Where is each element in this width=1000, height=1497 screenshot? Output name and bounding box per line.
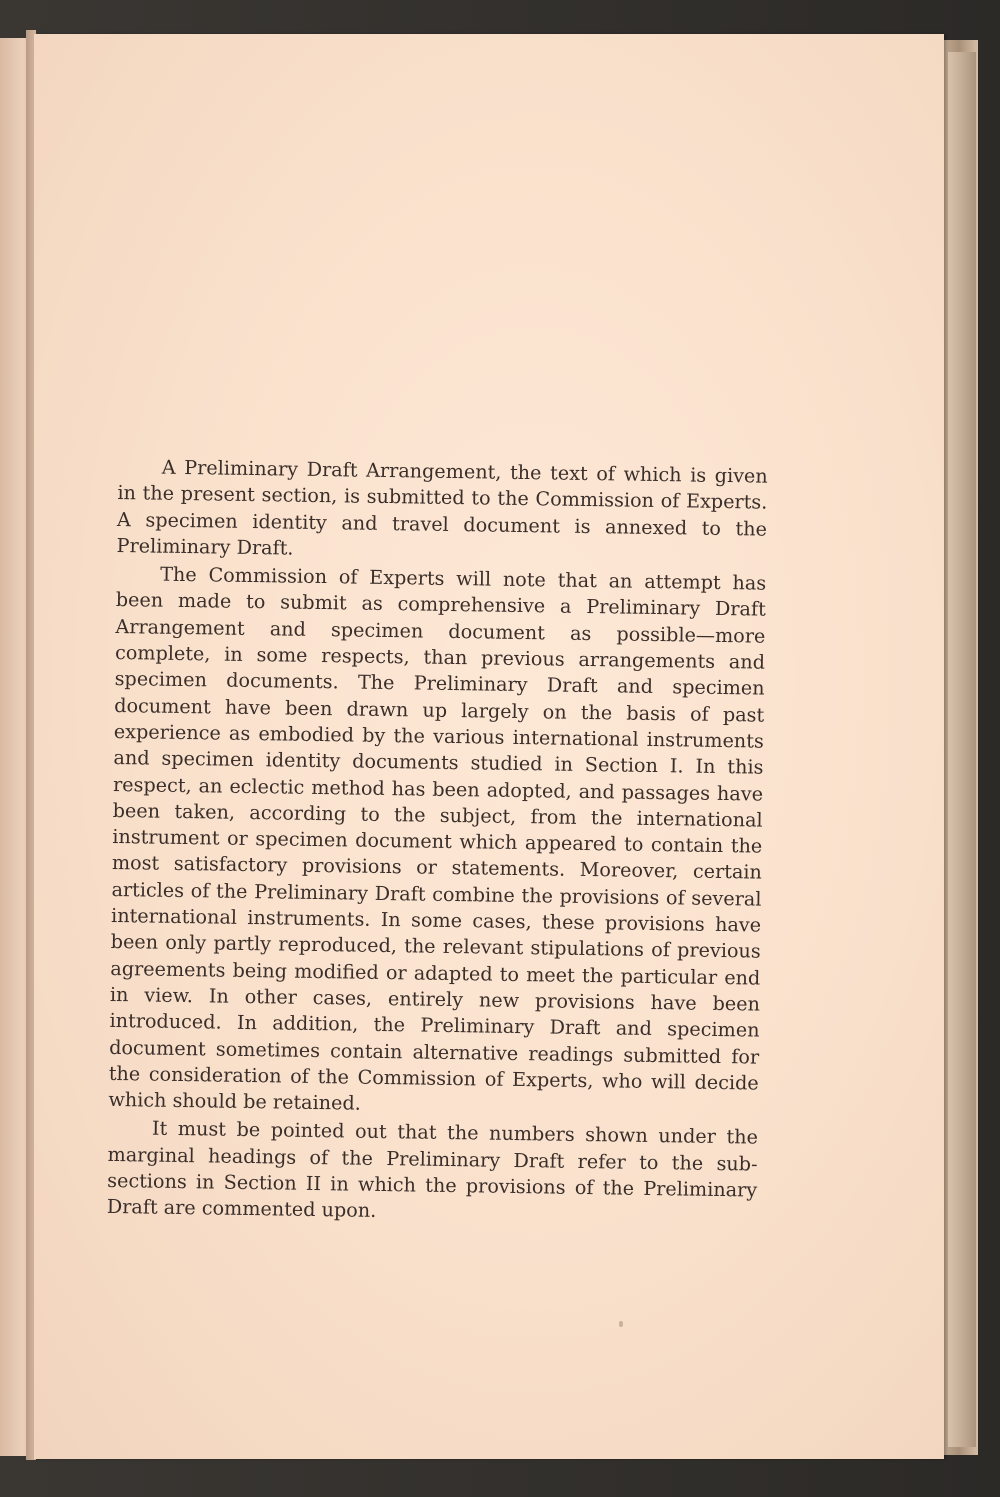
body-text: [107, 454, 768, 1230]
paragraph-1: A Preliminary Draft Arrangement, the text of which is given in the present section, is submitted to the Commission of Experts. A specimen identity and travel document is annexed to the Preliminary Draft.: [116, 455, 768, 560]
paragraph-2: The Commission of Experts will note that an attempt has been made to submit as comprehensive a Preliminary Draft Arrangement and specimen document as possible—more complete, in some respects, than previous arrangements and specimen documents. The Preliminary Draft and specimen document have been drawn up largely on the basis of past experience as embodied by the various international instruments and specimen identity documents studied in Section I. In this respect, an eclectic method has been adopted, and passages have been taken, according to the subject, from the international instrument or specimen document which appeared to contain the most satisfactory provisions or statements. Moreover, certain articles of the Preliminary Draft combine the provisions of several international instruments. In some cases, these provisions have been only partly reproduced, the relevant stipulations of previous agreements being modified or adapted to meet the particular end in view. In other cases, entirely new provisions have been introduced. In addition, the Preliminary Draft and specimen document sometimes contain alternative readings submitted for the consideration of the Commission of Experts, who will decide which should be retained.: [108, 562, 767, 1115]
page-stack-edge-inner: [948, 52, 976, 1447]
paragraph-3: It must be pointed out that the numbers shown under the marginal headings of the Preliminary Draft refer to the sub-sections in Section II in which the provisions of the Preliminary Draft are commented upon.: [106, 1117, 759, 1223]
page: [34, 34, 944, 1459]
paper-speck: [619, 1321, 623, 1327]
